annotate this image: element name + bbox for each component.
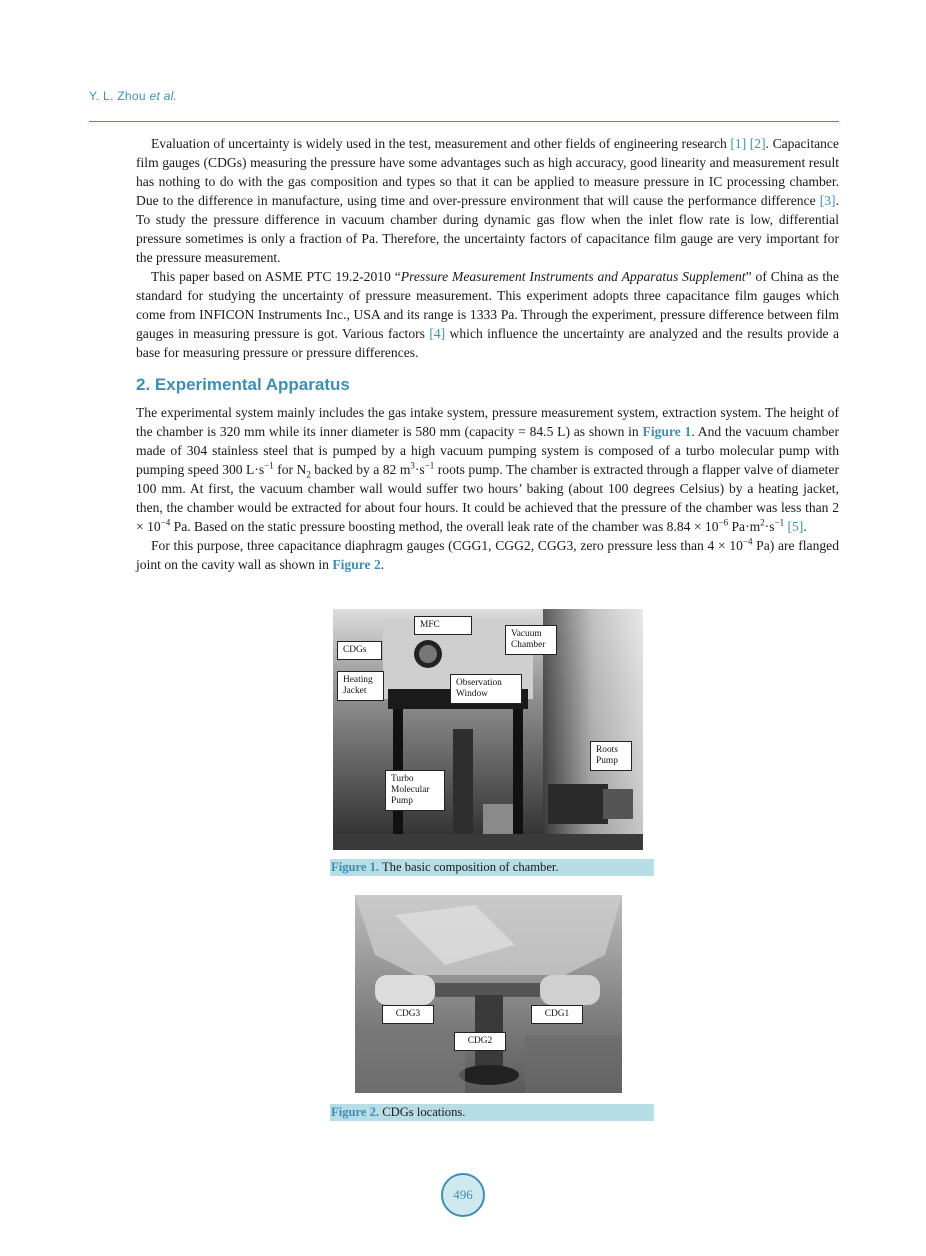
citation-5[interactable]: [5] — [787, 519, 804, 534]
callout-cdg1: CDG1 — [531, 1005, 583, 1024]
citation-2[interactable]: [2] — [749, 136, 766, 151]
callout-turbo-pump: Turbo Molecular Pump — [385, 770, 445, 811]
figure-1-link[interactable]: Figure 1 — [642, 424, 692, 439]
figure-2-label: Figure 2. — [331, 1105, 380, 1119]
running-head — [89, 89, 177, 103]
callout-observation-window: Observation Window — [450, 674, 522, 704]
intro-paragraph-1: Evaluation of uncertainty is widely used in the test, measurement and other fields of engineering research [1] [2]. Capacitance film gauges (CDGs) measuring the pressure have some advantages such as high accuracy, good linearity and measurement result has nothing to do with the gas composition and types so that it can be applied to measure pressure in IC processing chamber. Due to the difference in manufacture, using time and over-pressure environment that will cause the performance difference [3]. To study the pressure difference in vacuum chamber during dynamic gas flow when the inlet flow rate is low, differential pressure sometimes is only a fraction of Pa. Therefore, the uncertainty factors of capacitance film gauge are very important for the pressure measurement. — [136, 136, 839, 265]
section-heading: 2. Experimental Apparatus — [136, 375, 350, 394]
section2-paragraph-2: For this purpose, three capacitance diaphragm gauges (CGG1, CGG2, CGG3, zero pressure less than $4 \times 10^{-4}$ Pa) are flanged joint on the cavity wall as shown in Figure 2. — [136, 536, 839, 572]
callout-cdg3: CDG3 — [382, 1005, 434, 1024]
figure-1-caption: Figure 1. The basic composition of chamber. — [330, 859, 654, 876]
figure-2-caption: Figure 2. CDGs locations. — [330, 1104, 654, 1121]
callout-cdg2: CDG2 — [454, 1032, 506, 1051]
citation-1[interactable]: [1] — [730, 136, 747, 151]
cdg-photo-graphic — [355, 895, 622, 1093]
callout-vacuum-chamber: Vacuum Chamber — [505, 625, 557, 655]
callout-cdgs: CDGs — [337, 641, 382, 660]
callout-roots-pump: Roots Pump — [590, 741, 632, 771]
header-author: Y. L. Zhou — [89, 89, 146, 103]
citation-4[interactable]: [4] — [429, 326, 446, 341]
section2-paragraph-1: The experimental system mainly includes the gas intake system, pressure measurement system, extraction system. The height of the chamber is 320 mm while its inner diameter is 580 mm (capacity = 84.5 L) as shown in Figure 1. And the vacuum chamber made of 304 stainless steel that is pumped by a high vacuum pumping system is composed of a turbo molecular pump with pumping speed 300 $L\cdot s^{-1}$ for $N_2$ backed by a 82 $m^3\cdot s^{-1}$ roots pump. The chamber is extracted through a flapper valve of diameter 100 mm. At first, the vacuum chamber wall would suffer two hours’ baking (about 100 degrees Celsius) by a heating jacket, then, the chamber would be extracted for about four hours. It could be achieved that the pressure of the chamber was less than $2 \times 10^{-4}$ Pa. Based on the static pressure boosting method, the overall leak rate of the chamber was $8.84 \times 10^{-6}$ $Pa\cdot m^2\cdot s^{-1}$ [5]. — [136, 405, 839, 534]
figure-1-label: Figure 1. — [331, 860, 380, 874]
figure-2-photo — [355, 895, 622, 1093]
page-number: 496 — [441, 1173, 485, 1217]
callout-heating-jacket: Heating Jacket — [337, 671, 384, 701]
standard-title: Pressure Measurement Instruments and Apparatus Supplement — [400, 269, 746, 284]
body-text — [136, 134, 839, 574]
header-rule — [89, 121, 839, 122]
figure-2-link[interactable]: Figure 2 — [332, 557, 381, 572]
header-etal: et al. — [149, 89, 178, 103]
intro-paragraph-2: This paper based on ASME PTC 19.2-2010 “Pressure Measurement Instruments and Apparatus Supplement” of China as the standard for studying the uncertainty of pressure measurement. This experiment adopts three capacitance film gauges which come from INFICON Instruments Inc., USA and its range is 1333 Pa. Through the experiment, pressure difference between film gauges in measuring pressure is got. Various factors [4] which influence the uncertainty are analyzed and the results provide a base for measuring pressure or pressure differences. — [136, 269, 839, 360]
callout-mfc: MFC — [414, 616, 472, 635]
citation-3[interactable]: [3] — [819, 193, 836, 208]
